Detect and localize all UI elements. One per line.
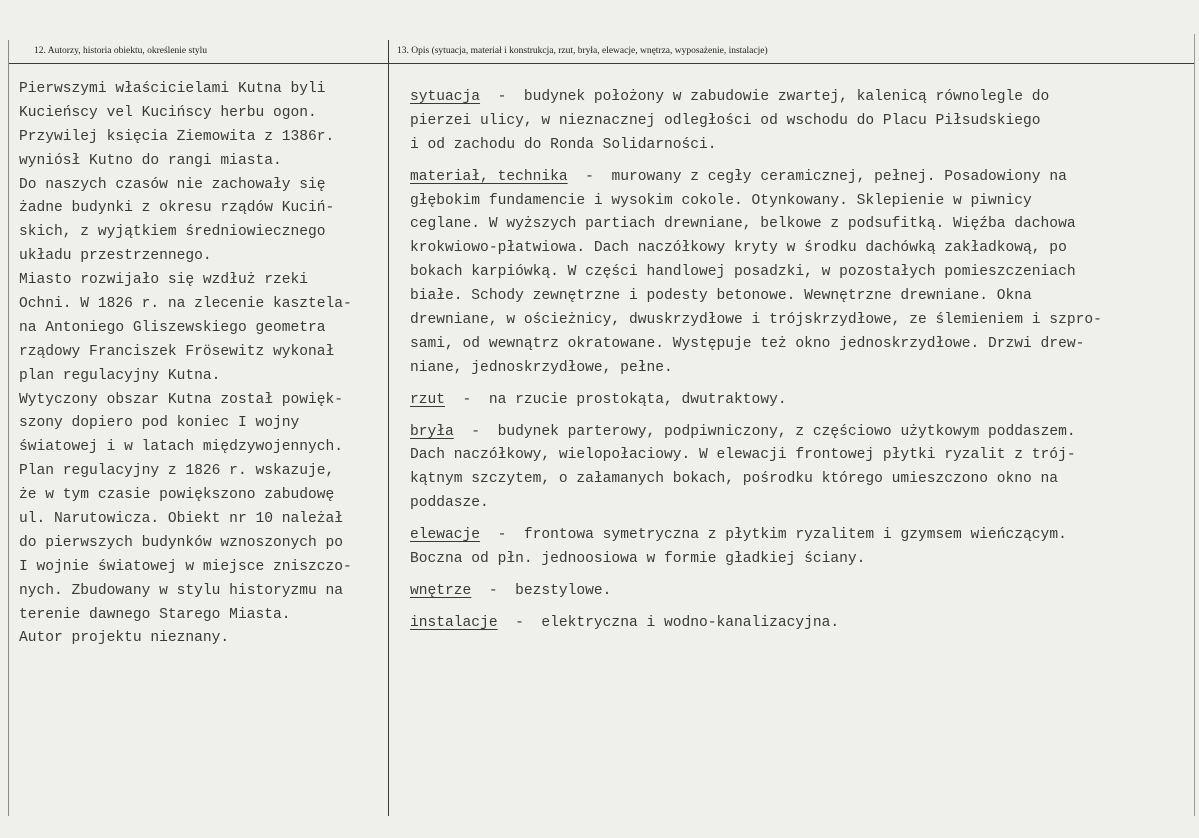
history-line: Plan regulacyjny z 1826 r. wskazuje,: [19, 463, 335, 480]
history-line: światowej i w latach międzywojennych.: [19, 439, 344, 456]
section-text: ceglane. W wyższych partiach drewniane, belkowe z podsufitką. Więźba dachowa: [410, 216, 1076, 233]
section-separator: -: [567, 168, 612, 185]
section-first-line: [410, 524, 1190, 548]
section-first-line: [410, 580, 1190, 604]
history-line: szony dopiero pod koniec I wojny: [19, 415, 300, 432]
right-border: [1194, 34, 1195, 816]
section-text: i od zachodu do Ronda Solidarności.: [410, 136, 717, 153]
header-divider: [8, 63, 1195, 64]
section-text: sami, od wewnątrz okratowane. Występuje też okno jednoskrzydłowe. Drzwi drew-: [410, 335, 1085, 352]
section-text: krokwiowo-płatwiowa. Dach naczółkowy kryty w środku dachówką zakładkową, po: [410, 240, 1067, 257]
section-text: Dach naczółkowy, wielopołaciowy. W elewacji frontowej płytki ryzalit z trój-: [410, 447, 1076, 464]
section-text: niane, jednoskrzydłowe, pełne.: [410, 359, 673, 376]
section-first-line: [410, 612, 1190, 636]
field-12-heading: 12. Autorzy, historia obiektu, określenie stylu: [34, 46, 207, 56]
section-text: bezstylowe.: [515, 582, 612, 599]
history-line: Autor projektu nieznany.: [19, 630, 230, 647]
history-line: żadne budynki z okresu rządów Kuciń-: [19, 200, 335, 217]
section-text: białe. Schody zewnętrzne i podesty betonowe. Wewnętrzne drewniane. Okna: [410, 288, 1032, 305]
section-gap: [410, 381, 1190, 389]
section-text: Boczna od płn. jednoosiowa w formie gładkiej ściany.: [410, 551, 866, 568]
section-line: [410, 357, 1190, 381]
history-line: Miasto rozwijało się wzdłuż rzeki: [19, 272, 309, 289]
section-text: drewniane, w ościeżnicy, dwuskrzydłowe i trójskrzydłowe, ze ślemieniem i szpro-: [410, 312, 1102, 329]
history-line: że w tym czasie powiększono zabudowę: [19, 487, 335, 504]
section-text: głębokim fundamencie i wysokim cokole. Otynkowany. Sklepienie w piwnicy: [410, 192, 1032, 209]
section-line: [410, 190, 1190, 214]
section-gap: [410, 158, 1190, 166]
history-line: Wytyczony obszar Kutna został powięk-: [19, 391, 344, 408]
section-first-line: [410, 389, 1190, 413]
section-separator: -: [453, 423, 498, 440]
section-gap: [410, 413, 1190, 421]
section-text: kątnym szczytem, o załamanych bokach, pośrodku którego umieszczono okno na: [410, 471, 1059, 488]
section-separator: -: [497, 614, 542, 631]
section-gap: [410, 572, 1190, 580]
section-gap: [410, 604, 1190, 612]
section-term: instalacje: [410, 614, 498, 631]
history-line: nych. Zbudowany w stylu historyzmu na: [19, 582, 344, 599]
section-text: elektryczna i wodno-kanalizacyjna.: [541, 614, 840, 631]
history-line: ul. Narutowicza. Obiekt nr 10 należał: [19, 511, 344, 528]
section-term: wnętrze: [410, 582, 472, 599]
section-line: [410, 110, 1190, 134]
section-line: [410, 468, 1190, 492]
section-line: [410, 492, 1190, 516]
history-line: wyniósł Kutno do rangi miasta.: [19, 152, 282, 169]
history-line: Ochni. W 1826 r. na zlecenie kasztela-: [19, 296, 352, 313]
section-separator: -: [445, 391, 489, 408]
section-line: [410, 213, 1190, 237]
section-first-line: [410, 166, 1190, 190]
history-line: Przywilej księcia Ziemowita z 1386r.: [19, 128, 335, 145]
section-term: bryła: [410, 423, 454, 440]
section-text: frontowa symetryczna z płytkim ryzalitem i gzymsem wieńczącym.: [523, 527, 1067, 544]
column-divider: [388, 40, 389, 816]
history-line: terenie dawnego Starego Miasta.: [19, 606, 291, 623]
section-line: [410, 134, 1190, 158]
history-text: [19, 78, 385, 651]
section-text: murowany z cegły ceramicznej, pełnej. Posadowiony na: [611, 168, 1067, 185]
section-term: elewacje: [410, 527, 481, 544]
history-line: układu przestrzennego.: [19, 248, 212, 265]
field-13-heading: 13. Opis (sytuacja, materiał i konstrukcja, rzut, bryła, elewacje, wnętrza, wyposażenie, instalacje): [397, 46, 768, 56]
history-line: Kucieńscy vel Kucińscy herbu ogon.: [19, 104, 317, 121]
section-line: [410, 548, 1190, 572]
section-text: bokach karpiówką. W części handlowej posadzki, w pozostałych pomieszczeniach: [410, 264, 1076, 281]
history-line: plan regulacyjny Kutna.: [19, 367, 221, 384]
section-separator: -: [480, 527, 524, 544]
section-line: [410, 444, 1190, 468]
section-separator: -: [480, 89, 524, 105]
section-text: budynek parterowy, podpiwniczony, z częściowo użytkowym poddaszem.: [497, 423, 1076, 440]
history-line: Do naszych czasów nie zachowały się: [19, 176, 326, 193]
section-text: poddasze.: [410, 495, 489, 512]
history-line: do pierwszych budynków wznoszonych po: [19, 534, 344, 551]
section-separator: -: [471, 582, 516, 599]
history-line: rządowy Franciszek Frösewitz wykonał: [19, 343, 335, 360]
section-first-line: [410, 421, 1190, 445]
section-line: [410, 333, 1190, 357]
history-line: na Antoniego Gliszewskiego geometra: [19, 319, 326, 336]
history-line: skich, z wyjątkiem średniowiecznego: [19, 224, 326, 241]
section-term: materiał, technika: [410, 168, 568, 185]
section-gap: [410, 516, 1190, 524]
section-line: [410, 261, 1190, 285]
section-line: [410, 309, 1190, 333]
section-text: budynek położony w zabudowie zwartej, kalenicą równolegle do: [523, 89, 1050, 105]
description-text: [410, 86, 1190, 636]
section-text: na rzucie prostokąta, dwutraktowy.: [488, 391, 787, 408]
section-line: [410, 237, 1190, 261]
history-line: I wojnie światowej w miejsce zniszczo-: [19, 558, 352, 575]
section-term: sytuacja: [410, 89, 481, 105]
section-line: [410, 285, 1190, 309]
section-first-line: [410, 86, 1190, 110]
left-border: [8, 40, 9, 816]
section-term: rzut: [410, 391, 446, 408]
history-line: Pierwszymi właścicielami Kutna byli: [19, 81, 326, 97]
section-text: pierzei ulicy, w nieznacznej odległości od wschodu do Placu Piłsudskiego: [410, 112, 1041, 129]
